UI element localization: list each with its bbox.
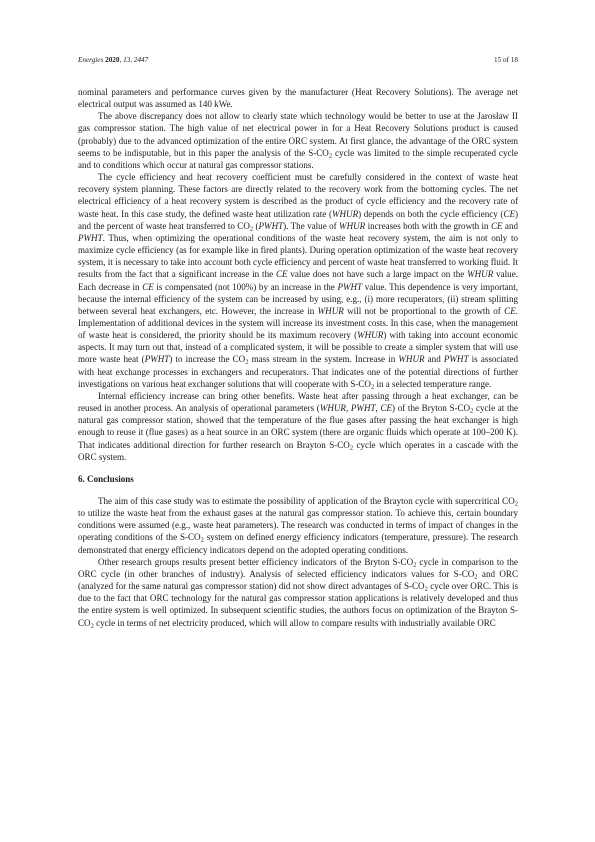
paragraph: The above discrepancy does not allow to clearly state which technology would be better to use at the Jarosław II gas compressor station. The high value of net electrical power in for a Heat Recovery Solutions product is caused (probably) due to the advanced optimization of the entire ORC system. At first glance, the advantage of the ORC system seems to be indisputable, but in this paper the analysis of the $S-CO_2$ cycle was limited to the simple recuperated cycle and to conditions which occur at natural gas compressor stations. [78,111,519,170]
journal-year: 2020 [105,56,120,64]
paragraph: nominal parameters and performance curves given by the manufacturer (Heat Recovery Solutions). The average net electrical output was assumed as 140 kWe. [78,87,518,110]
running-header: Energies 2020, 13, 2447 15 of 18 [78,56,518,64]
paragraph: The aim of this case study was to estimate the possibility of application of the Brayton cycle with supercritical $CO_2$ to utilize the waste heat from the exhaust gases at the natural gas compressor station. To achieve this, certain boundary conditions were assumed (e.g., waste heat parameters). The research was conducted in terms of impact of changes in the operating conditions of the $S-CO_2$ system on defined energy efficiency indicators (temperature, pressure). The research demonstrated that energy efficiency indicators depend on the adopted operating conditions. [78,496,518,555]
journal-volume: 13 [123,56,131,64]
paragraph: Other research groups results present better efficiency indicators of the Bryton $S-CO_2$ cycle in comparison to the ORC cycle (in other branches of industry). Analysis of selected efficiency indicators values for $S-CO_2$ and ORC (analyzed for the same natural gas compressor station) did not show direct advantages of $S-CO_2$ cycle over ORC. This is due to the fact that ORC technology for the natural gas compressor station applications is relatively developed and thus the entire system is well optimized. In subsequent scientific studies, the authors focus on optimization of the Brayton $S-CO_2$ cycle in terms of net electricity produced, which will allow to compare results with industrially available ORC [78,556,519,630]
paragraph: The cycle efficiency and heat recovery coefficient must be carefully considered in the context of waste heat recovery system planning. These factors are directly related to the recovery work from the bottoming cycles. The net electrical efficiency of a heat recovery system is described as the product of cycle efficiency and the recovery rate of waste heat. In this case study, the defined waste heat utilization rate (WHUR) depends on both the cycle efficiency (CE) and the percent of waste heat transferred to $CO_2$ (PWHT). The value of WHUR increases both with the growth in CE and PWHT. Thus, when optimizing the operational conditions of the waste heat recovery system, the aim is not only to maximize cycle efficiency (as for example like in fired plants). During operation optimization of the waste heat recovery system, it is necessary to take into account both cycle efficiency and percent of waste heat transferred to working fluid. It results from the fact that a significant increase in the CE value does not have such a large impact on the WHUR value. Each decrease in CE is compensated (not 100%) by an increase in the PWHT value. This dependence is very important, because the internal efficiency of the system can be increased by using, e.g., (i) more recuperators, (ii) stream splitting between several heat exchangers, etc. However, the increase in WHUR will not be proportional to the growth of CE. Implementation of additional devices in the system will increase its investment costs. In this case, when the management of waste heat is considered, the priority should be its maximum recovery (WHUR) with taking into account economic aspects. It may turn out that, instead of a complicated system, it will be possible to create a simpler system that will use more waste heat (PWHT) to increase the $CO_2$ mass stream in the system. Increase in WHUR and PWHT is associated with heat exchange processes in exchangers and recuperators. That indicates one of the potential directions of further investigations on various heat exchanger solutions that will cooperate with $S-CO_2$ in a selected temperature range. [78,172,519,391]
page-number: 15 of 18 [494,56,518,64]
section-heading: 6. Conclusions [78,473,134,484]
article-body [78,86,518,629]
paragraph: Internal efficiency increase can bring other benefits. Waste heat after passing through a heat exchanger, can be reused in another process. An analysis of operational parameters (WHUR, PWHT, CE) of the Bryton $S-CO_2$ cycle at the natural gas compressor station, showed that the temperature of the flue gases after passing the heat exchanger is high enough to reuse it (flue gases) as a heat source in an ORC system (there are organic fluids which operate at 100–200 K). That indicates additional direction for further research on Brayton $S-CO_2$ cycle which operates in a cascade with the ORC system. [78,390,519,462]
journal-name: Energies [78,56,104,64]
article-number: 2447 [133,56,149,64]
